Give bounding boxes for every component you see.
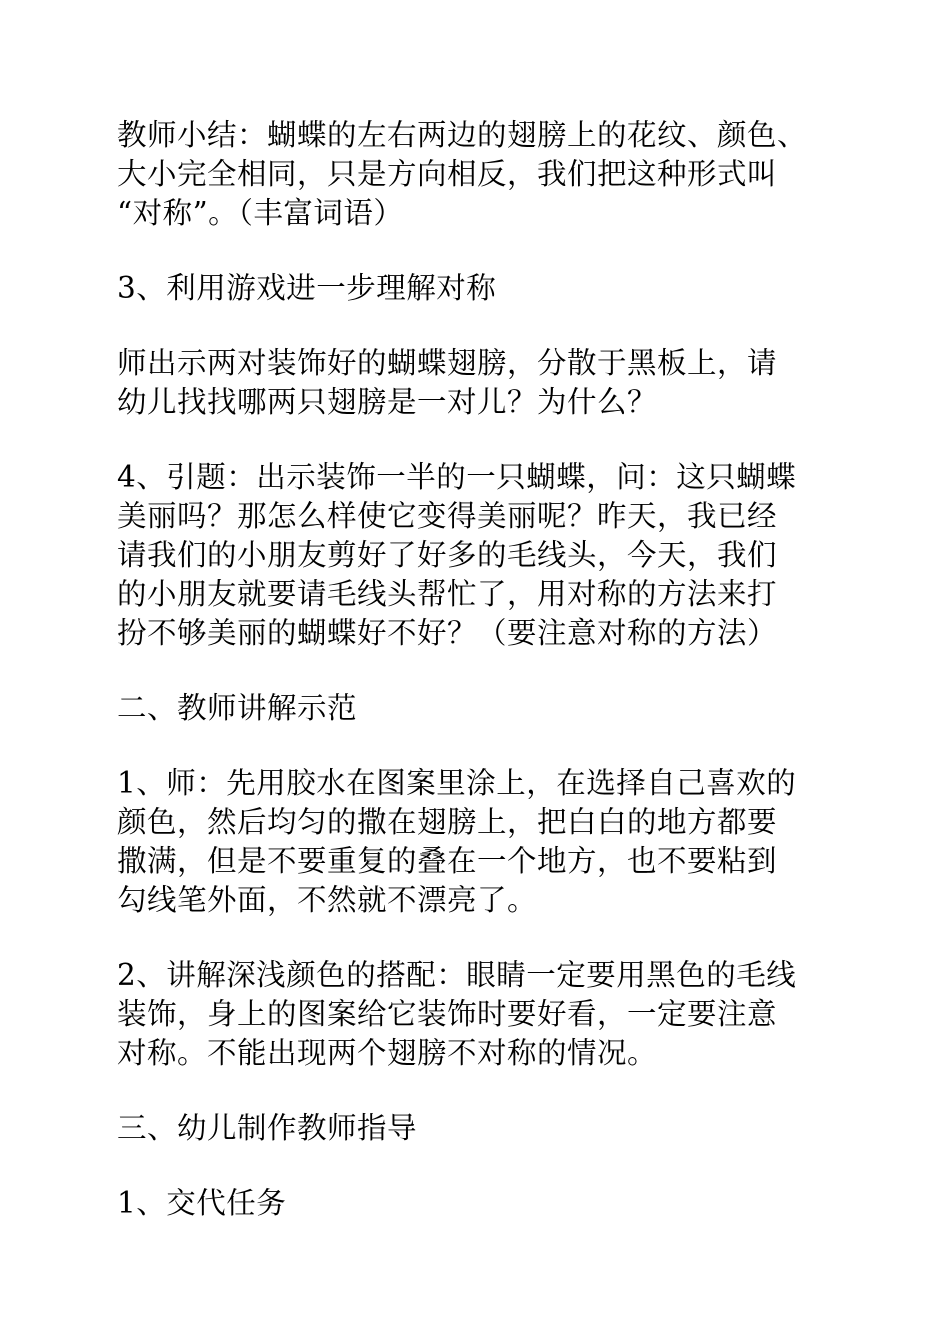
text-line: 幼儿找找哪两只翅膀是一对儿？为什么？ [117,385,658,419]
summary-paragraph [117,116,839,233]
text-line: 请我们的小朋友剪好了好多的毛线头，今天，我们 [117,538,778,572]
text-line: 师出示两对装饰好的蝴蝶翅膀，分散于黑板上，请 [117,346,778,380]
text-line: 三、幼儿制作教师指导 [117,1111,418,1145]
section-2-heading [117,689,839,728]
text-line: 扮不够美丽的蝴蝶好不好？（要注意对称的方法） [117,616,778,650]
text-line: 二、教师讲解示范 [117,691,358,725]
text-line: 颜色，然后均匀的撒在翅膀上，把白白的地方都要 [117,805,778,839]
text-line: 教师小结：蝴蝶的左右两边的翅膀上的花纹、颜色、 [117,118,808,152]
step-4-paragraph [117,458,839,653]
step-3-heading [117,269,839,308]
section-3-heading [117,1109,839,1148]
text-line: 美丽吗？那怎么样使它变得美丽呢？昨天，我已经 [117,499,778,533]
task-step-1-heading [117,1184,839,1223]
text-line: 3、利用游戏进一步理解对称 [117,271,497,305]
text-line: 的小朋友就要请毛线头帮忙了，用对称的方法来打 [117,577,778,611]
text-line: 装饰，身上的图案给它装饰时要好看，一定要注意 [117,997,778,1031]
text-line: 勾线笔外面，不然就不漂亮了。 [117,883,538,917]
text-line: 撒满，但是不要重复的叠在一个地方，也不要粘到 [117,844,778,878]
game-paragraph [117,344,839,422]
text-line: 1、师：先用胶水在图案里涂上，在选择自己喜欢的 [117,766,797,800]
text-line: 对称。不能出现两个翅膀不对称的情况。 [117,1036,658,1070]
text-line: 2、讲解深浅颜色的搭配：眼睛一定要用黑色的毛线 [117,958,797,992]
document-page [117,116,839,1259]
text-line: 4、引题：出示装饰一半的一只蝴蝶，问：这只蝴蝶 [117,460,797,494]
text-line: 大小完全相同，只是方向相反，我们把这种形式叫 [117,157,778,191]
demo-step-2-paragraph [117,956,839,1073]
text-line: 1、交代任务 [117,1186,287,1220]
demo-step-1-paragraph [117,764,839,920]
text-line: “对称”。（丰富词语） [117,196,404,230]
